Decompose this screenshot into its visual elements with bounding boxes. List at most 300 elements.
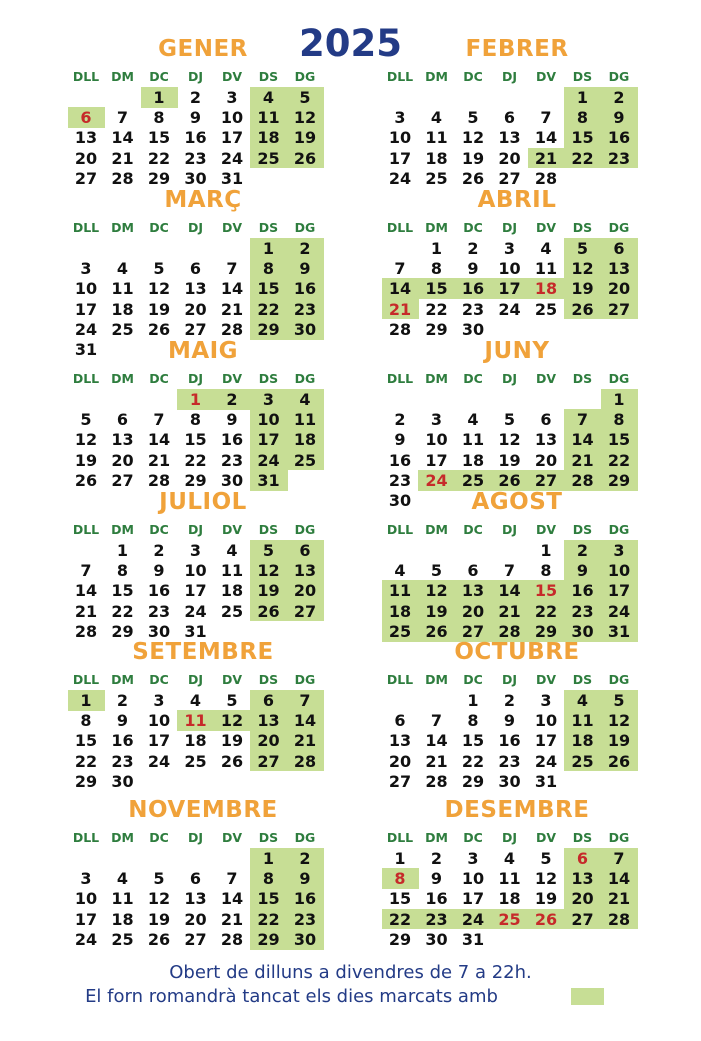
calendar-day: 29 <box>74 771 98 791</box>
weekday-header: DS <box>572 830 593 845</box>
calendar-day: 24 <box>257 450 280 470</box>
calendar-day: 15 <box>257 889 280 909</box>
weekday-header: DM <box>425 522 448 537</box>
calendar-day: 27 <box>257 751 280 771</box>
calendar-day: 11 <box>534 259 558 279</box>
weekday-header: DV <box>535 220 557 235</box>
calendar-day: 12 <box>220 711 244 731</box>
weekday-header: DV <box>221 672 243 687</box>
calendar-day: 27 <box>293 601 317 621</box>
calendar-day: 17 <box>534 731 558 751</box>
calendar-day: 5 <box>430 561 443 581</box>
calendar-day: 1 <box>613 390 625 409</box>
calendar-day: 31 <box>184 621 207 641</box>
calendar-day: 16 <box>607 128 631 148</box>
calendar-day: 29 <box>257 929 280 949</box>
calendar-day: 25 <box>425 168 448 188</box>
weekday-header: DV <box>221 371 243 386</box>
calendar-day: 7 <box>394 259 406 279</box>
calendar-day: 13 <box>184 889 207 909</box>
weekday-header: DS <box>572 371 593 386</box>
calendar-day: 21 <box>147 450 171 470</box>
calendar-day: 11 <box>111 889 134 909</box>
month-name: OCTUBRE <box>454 639 580 665</box>
calendar-day: 27 <box>498 168 521 188</box>
calendar-day: 27 <box>111 470 134 490</box>
calendar-day: 22 <box>111 601 134 621</box>
calendar-day: 24 <box>425 470 448 490</box>
calendar-day: 4 <box>116 869 129 889</box>
calendar-day: 10 <box>498 259 521 279</box>
weekday-header: DJ <box>501 69 518 84</box>
calendar-day: 18 <box>257 128 280 148</box>
calendar-day: 4 <box>503 849 516 868</box>
calendar-day: 1 <box>262 849 275 868</box>
calendar-day: 22 <box>184 450 207 470</box>
calendar-day: 18 <box>388 601 412 621</box>
weekday-header: DC <box>463 672 483 687</box>
month-name: DESEMBRE <box>444 797 590 823</box>
calendar-day: 6 <box>613 239 625 258</box>
weekday-header: DLL <box>386 371 414 386</box>
weekday-header: DV <box>535 371 557 386</box>
calendar-day: 17 <box>74 909 98 929</box>
calendar-day: 17 <box>74 299 98 319</box>
calendar-day: 3 <box>189 541 202 560</box>
calendar-day: 14 <box>220 889 244 909</box>
weekday-header: DLL <box>386 220 414 235</box>
calendar-day: 1 <box>540 541 552 560</box>
calendar-day: 2 <box>503 691 516 710</box>
calendar-day: 13 <box>571 869 594 889</box>
calendar-day: 20 <box>184 299 207 319</box>
calendar-year: 2025 <box>299 22 402 65</box>
calendar-day: 24 <box>147 751 171 771</box>
calendar-day: 25 <box>184 751 207 771</box>
calendar-day: 27 <box>461 621 485 641</box>
weekday-header: DLL <box>72 522 100 537</box>
closed-days-legend-text: El forn romandrà tancat els dies marcats amb <box>85 986 498 1007</box>
calendar-day: 26 <box>607 751 631 771</box>
calendar-day: 26 <box>220 751 244 771</box>
calendar-day: 13 <box>111 430 134 450</box>
calendar-day: 21 <box>607 889 631 909</box>
calendar-day: 24 <box>607 601 631 621</box>
calendar-day: 19 <box>147 909 171 929</box>
calendar-day: 9 <box>613 108 625 128</box>
calendar-day: 22 <box>534 601 558 621</box>
calendar-day: 9 <box>503 711 516 731</box>
calendar-day: 18 <box>425 148 448 168</box>
calendar-day: 3 <box>503 239 516 258</box>
calendar-day: 5 <box>576 239 589 258</box>
calendar-day: 5 <box>153 869 165 889</box>
calendar-day: 24 <box>220 148 244 168</box>
calendar-day: 11 <box>111 279 134 299</box>
closed-days-legend-swatch <box>571 988 604 1005</box>
weekday-header: DG <box>294 220 316 235</box>
calendar-day: 12 <box>498 430 521 450</box>
calendar-day: 18 <box>534 279 558 299</box>
calendar-day: 17 <box>147 731 171 751</box>
calendar-day: 8 <box>153 108 165 128</box>
calendar-day: 4 <box>394 561 406 581</box>
calendar-day: 11 <box>220 561 244 581</box>
calendar-day: 15 <box>111 581 134 601</box>
calendar-day: 24 <box>74 929 98 949</box>
calendar-day: 17 <box>461 889 485 909</box>
calendar-day: 15 <box>147 128 171 148</box>
calendar-day: 29 <box>534 621 558 641</box>
month-name: MARÇ <box>164 187 242 213</box>
calendar-day: 28 <box>220 929 244 949</box>
weekday-header: DG <box>608 830 630 845</box>
calendar-day: 6 <box>299 541 311 560</box>
calendar-day: 7 <box>299 691 311 710</box>
calendar-day: 26 <box>571 299 594 319</box>
calendar-day: 28 <box>571 470 594 490</box>
calendar-day: 15 <box>607 430 631 450</box>
calendar-day: 2 <box>299 849 311 868</box>
calendar-day: 19 <box>425 601 448 621</box>
calendar-day: 5 <box>540 849 552 868</box>
calendar-day: 15 <box>461 731 485 751</box>
calendar-day: 2 <box>226 390 238 409</box>
weekday-header: DG <box>608 672 630 687</box>
calendar-day: 25 <box>534 299 558 319</box>
weekday-header: DJ <box>501 371 518 386</box>
weekday-header: DC <box>463 220 483 235</box>
calendar-day: 1 <box>262 239 275 258</box>
calendar-day: 2 <box>467 239 479 258</box>
calendar-day: 4 <box>299 390 311 409</box>
calendar-day: 24 <box>498 299 521 319</box>
weekday-header: DJ <box>187 371 204 386</box>
calendar-day: 8 <box>467 711 479 731</box>
calendar-day: 9 <box>116 711 129 731</box>
calendar-day: 22 <box>607 450 631 470</box>
calendar-day: 4 <box>576 691 589 710</box>
weekday-header: DG <box>294 371 316 386</box>
calendar-day: 17 <box>220 128 244 148</box>
calendar-day: 22 <box>571 148 594 168</box>
calendar-day: 1 <box>153 88 165 107</box>
calendar-day: 24 <box>388 168 412 188</box>
weekday-header: DM <box>111 220 134 235</box>
calendar-day: 21 <box>220 909 244 929</box>
calendar-day: 17 <box>184 581 207 601</box>
weekday-header: DM <box>111 371 134 386</box>
calendar-day: 15 <box>74 731 98 751</box>
calendar-day: 11 <box>571 711 594 731</box>
calendar-day: 2 <box>613 88 625 107</box>
calendar-day: 20 <box>607 279 631 299</box>
calendar-day: 18 <box>111 909 134 929</box>
calendar-day: 8 <box>80 711 92 731</box>
calendar-day: 22 <box>147 148 171 168</box>
weekday-header: DC <box>149 830 169 845</box>
weekday-header: DV <box>535 522 557 537</box>
weekday-header: DV <box>221 69 243 84</box>
calendar-day: 27 <box>74 168 98 188</box>
calendar-day: 18 <box>461 450 485 470</box>
weekday-header: DG <box>608 522 630 537</box>
calendar-day: 5 <box>80 410 92 430</box>
calendar-day: 23 <box>293 909 317 929</box>
calendar-day: 22 <box>257 909 280 929</box>
calendar-day: 11 <box>184 711 207 731</box>
calendar-day: 5 <box>613 691 625 710</box>
calendar-day: 14 <box>607 869 631 889</box>
calendar-day: 28 <box>425 771 448 791</box>
weekday-header: DJ <box>501 220 518 235</box>
calendar-day: 12 <box>425 581 448 601</box>
calendar-day: 2 <box>116 691 129 710</box>
weekday-header: DC <box>149 371 169 386</box>
weekday-header: DLL <box>72 220 100 235</box>
weekday-header: DM <box>111 69 134 84</box>
weekday-header: DG <box>608 220 630 235</box>
calendar-day: 31 <box>461 929 485 949</box>
weekday-header: DV <box>535 69 557 84</box>
calendar-day: 18 <box>498 889 521 909</box>
month-name: JUNY <box>484 338 550 364</box>
calendar-day: 2 <box>576 541 589 560</box>
calendar-day: 22 <box>388 909 412 929</box>
calendar-day: 19 <box>74 450 98 470</box>
weekday-header: DV <box>221 830 243 845</box>
calendar-day: 24 <box>184 601 207 621</box>
calendar-day: 26 <box>461 168 485 188</box>
calendar-day: 7 <box>613 849 625 868</box>
weekday-header: DM <box>425 371 448 386</box>
calendar-day: 3 <box>430 410 443 430</box>
calendar-day: 3 <box>467 849 479 868</box>
calendar-day: 4 <box>226 541 238 560</box>
weekday-header: DJ <box>187 522 204 537</box>
calendar-day: 6 <box>80 108 92 128</box>
calendar-day: 10 <box>184 561 207 581</box>
calendar-day: 2 <box>430 849 443 868</box>
calendar-day: 20 <box>293 581 317 601</box>
calendar-day: 9 <box>153 561 165 581</box>
calendar-day: 14 <box>147 430 171 450</box>
calendar-day: 10 <box>607 561 631 581</box>
weekday-header: DLL <box>72 830 100 845</box>
calendar-day: 23 <box>461 299 485 319</box>
calendar-day: 15 <box>257 279 280 299</box>
calendar-day: 25 <box>257 148 280 168</box>
calendar-day: 31 <box>257 470 280 490</box>
calendar-day: 14 <box>571 430 594 450</box>
calendar-day: 13 <box>293 561 317 581</box>
calendar-day: 25 <box>220 601 244 621</box>
calendar-day: 21 <box>293 731 317 751</box>
calendar-day: 23 <box>147 601 171 621</box>
calendar-day: 21 <box>534 148 558 168</box>
weekday-header: DG <box>294 69 316 84</box>
weekday-header: DLL <box>72 371 100 386</box>
calendar-day: 28 <box>111 168 134 188</box>
calendar-day: 1 <box>430 239 443 258</box>
calendar-day: 19 <box>293 128 317 148</box>
calendar-day: 23 <box>111 751 134 771</box>
weekday-header: DC <box>463 69 483 84</box>
calendar-day: 9 <box>189 108 202 128</box>
calendar-day: 13 <box>257 711 280 731</box>
calendar-day: 14 <box>388 279 412 299</box>
weekday-header: DS <box>572 220 593 235</box>
calendar-day: 26 <box>147 319 171 339</box>
calendar-day: 22 <box>461 751 485 771</box>
calendar-day: 7 <box>430 711 443 731</box>
calendar-day: 5 <box>262 541 275 560</box>
calendar-day: 5 <box>226 691 238 710</box>
calendar-day: 16 <box>111 731 134 751</box>
calendar-day: 7 <box>503 561 516 581</box>
calendar-day: 17 <box>388 148 412 168</box>
weekday-header: DM <box>111 830 134 845</box>
calendar-day: 10 <box>425 430 448 450</box>
weekday-header: DM <box>425 672 448 687</box>
calendar-day: 30 <box>147 621 171 641</box>
calendar-day: 7 <box>80 561 92 581</box>
calendar-day: 29 <box>388 929 412 949</box>
calendar-day: 21 <box>111 148 134 168</box>
month-name: GENER <box>158 36 248 62</box>
calendar-day: 16 <box>425 889 448 909</box>
calendar-day: 8 <box>262 259 275 279</box>
calendar-day: 13 <box>461 581 485 601</box>
calendar-day: 27 <box>388 771 412 791</box>
calendar-day: 6 <box>467 561 479 581</box>
calendar-day: 6 <box>503 108 516 128</box>
calendar-day: 30 <box>293 929 317 949</box>
calendar-day: 1 <box>80 691 92 710</box>
calendar-day: 9 <box>430 869 443 889</box>
calendar-day: 18 <box>220 581 244 601</box>
weekday-header: DC <box>149 672 169 687</box>
calendar-day: 28 <box>147 470 171 490</box>
calendar-day: 9 <box>299 259 311 279</box>
weekday-header: DS <box>572 69 593 84</box>
calendar-day: 3 <box>80 869 92 889</box>
calendar-day: 14 <box>534 128 558 148</box>
calendar-day: 9 <box>394 430 406 450</box>
calendar-day: 22 <box>257 299 280 319</box>
weekday-header: DG <box>608 371 630 386</box>
calendar-day: 31 <box>220 168 244 188</box>
weekday-header: DV <box>221 220 243 235</box>
calendar-day: 30 <box>293 319 317 339</box>
weekday-header: DC <box>463 371 483 386</box>
calendar-day: 19 <box>257 581 280 601</box>
calendar-day: 24 <box>534 751 558 771</box>
weekday-header: DM <box>425 220 448 235</box>
calendar-day: 30 <box>498 771 521 791</box>
calendar-day: 14 <box>293 711 317 731</box>
calendar-day: 6 <box>394 711 406 731</box>
calendar-day: 13 <box>74 128 98 148</box>
calendar-day: 16 <box>498 731 521 751</box>
month-name: AGOST <box>471 489 563 515</box>
calendar-day: 16 <box>293 279 317 299</box>
weekday-header: DC <box>149 522 169 537</box>
calendar-day: 30 <box>111 771 134 791</box>
calendar-day: 20 <box>184 909 207 929</box>
calendar-day: 10 <box>534 711 558 731</box>
weekday-header: DS <box>258 220 279 235</box>
calendar-day: 13 <box>498 128 521 148</box>
calendar-day: 7 <box>576 410 589 430</box>
calendar-day: 21 <box>220 299 244 319</box>
weekday-header: DJ <box>187 220 204 235</box>
weekday-header: DG <box>294 522 316 537</box>
calendar-day: 25 <box>461 470 485 490</box>
calendar-day: 4 <box>430 108 443 128</box>
calendar-day: 25 <box>498 909 521 929</box>
calendar-day: 6 <box>189 259 202 279</box>
calendar-day: 12 <box>74 430 98 450</box>
calendar-day: 2 <box>299 239 311 258</box>
calendar-day: 8 <box>613 410 625 430</box>
calendar-day: 1 <box>467 691 479 710</box>
calendar-day: 27 <box>184 319 207 339</box>
calendar-day: 18 <box>293 430 317 450</box>
calendar-day: 6 <box>116 410 129 430</box>
weekday-header: DG <box>608 69 630 84</box>
calendar-day: 13 <box>184 279 207 299</box>
calendar-day: 23 <box>293 299 317 319</box>
calendar-day: 10 <box>74 279 98 299</box>
calendar-day: 19 <box>534 889 558 909</box>
calendar-day: 25 <box>111 319 134 339</box>
opening-hours-text: Obert de dilluns a divendres de 7 a 22h. <box>169 962 532 983</box>
calendar-day: 15 <box>184 430 207 450</box>
calendar-day: 30 <box>184 168 207 188</box>
calendar-day: 10 <box>74 889 98 909</box>
calendar-day: 15 <box>388 889 412 909</box>
calendar-day: 10 <box>147 711 171 731</box>
calendar-day: 9 <box>576 561 589 581</box>
weekday-header: DM <box>425 830 448 845</box>
weekday-header: DLL <box>386 69 414 84</box>
calendar-day: 30 <box>425 929 448 949</box>
weekday-header: DS <box>572 672 593 687</box>
calendar-day: 29 <box>461 771 485 791</box>
calendar-day: 3 <box>262 390 275 409</box>
calendar-day: 8 <box>430 259 443 279</box>
calendar-day: 8 <box>576 108 589 128</box>
calendar-day: 16 <box>571 581 594 601</box>
calendar-day: 23 <box>425 909 448 929</box>
weekday-header: DJ <box>501 522 518 537</box>
calendar-day: 18 <box>571 731 594 751</box>
calendar-day: 8 <box>116 561 129 581</box>
calendar-day: 6 <box>576 849 589 868</box>
calendar-day: 1 <box>576 88 589 107</box>
calendar-day: 25 <box>111 929 134 949</box>
calendar-day: 17 <box>257 430 280 450</box>
month-name: FEBRER <box>465 36 569 62</box>
calendar-day: 23 <box>498 751 521 771</box>
calendar-day: 4 <box>189 691 202 710</box>
weekday-header: DLL <box>72 672 100 687</box>
calendar-day: 23 <box>571 601 594 621</box>
calendar-day: 1 <box>116 541 129 560</box>
calendar-day: 7 <box>540 108 552 128</box>
calendar-day: 16 <box>220 430 244 450</box>
